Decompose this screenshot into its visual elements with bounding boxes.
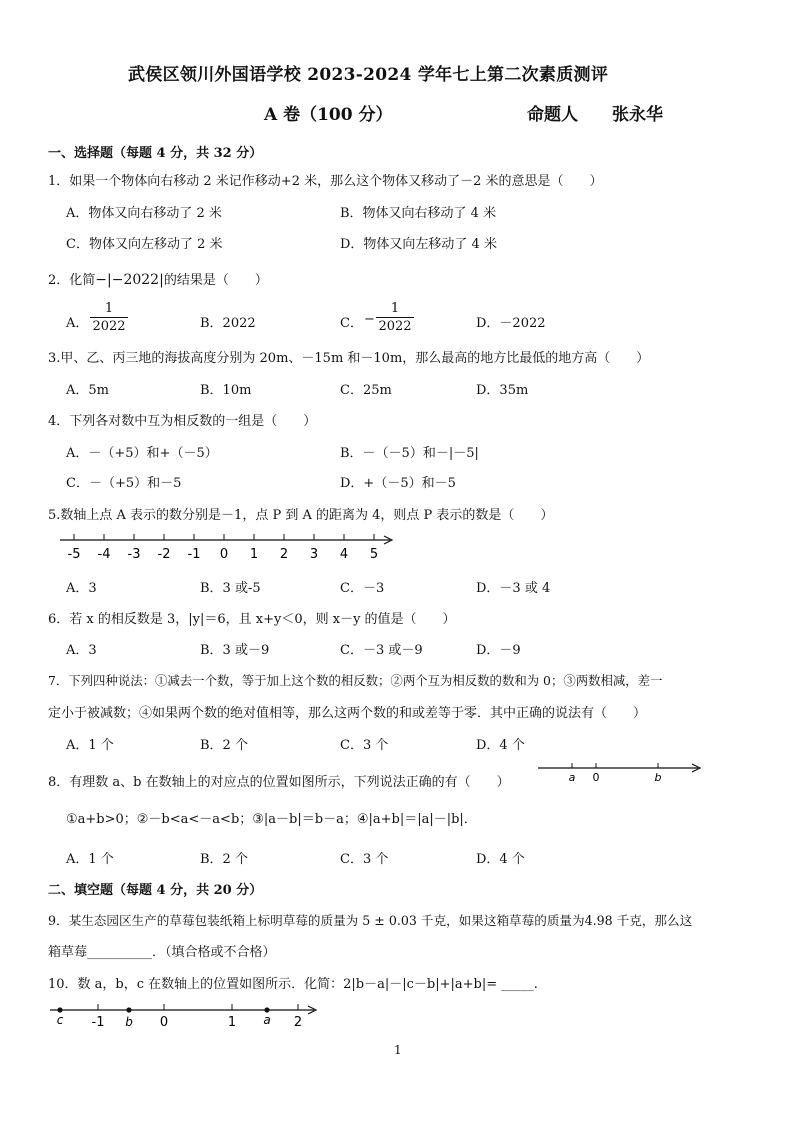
q10-label-a: a (263, 1013, 271, 1027)
q1-option-c: C．物体又向左移动了 2 米 (66, 237, 223, 252)
q10-label-1: 1 (227, 1015, 237, 1030)
q6-option-a: A．3 (66, 643, 97, 658)
q8-option-b: B．2 个 (200, 852, 248, 867)
q2-prefix: 2．化简 (48, 273, 96, 288)
question-9-line-1: 9．某生态园区生产的草莓包装纸箱上标明草莓的质量为 5 ± 0.03 千克，如果这箱草莓的质量为4.98 千克，那么这 (48, 913, 693, 928)
question-4-stem: 4．下列各对数中互为相反数的一组是（ ） (48, 414, 317, 429)
question-7-line-1: 7．下列四种说法：①减去一个数，等于加上这个数的相反数；②两个互为相反数的数和为 0；③两数相减，差一 (48, 673, 663, 688)
author-label: 命题人 (527, 105, 578, 125)
q2-expression: −|−2022| (95, 272, 164, 288)
q3-option-a: A．5m (66, 383, 109, 398)
q3-option-b: B．10m (200, 383, 252, 398)
q2-option-c-label: C． (340, 316, 363, 331)
question-10-stem: 10．数 a，b，c 在数轴上的位置如图所示．化简：2|b－a|－|c－b|+|a+b|= _____. (48, 977, 538, 992)
q6-option-d: D．－9 (476, 643, 521, 658)
q8-number-line (538, 758, 706, 786)
question-1-stem: 1．如果一个物体向右移动 2 米记作移动+2 米，那么这个物体又移动了－2 米的意思是（ ） (48, 174, 603, 189)
question-7-line-2: 定小于被减数；④如果两个数的绝对值相等，那么这两个数的和或差等于零．其中正确的说法有（ ） (48, 706, 647, 721)
question-6-stem: 6．若 x 的相反数是 3，|y|＝6，且 x+y＜0，则 x－y 的值是（ ） (48, 612, 456, 627)
q8-option-d: D．4 个 (476, 852, 525, 867)
q1-option-d: D．物体又向左移动了 4 米 (340, 237, 497, 252)
section-heading-choice: 一、选择题（每题 4 分，共 32 分） (48, 146, 263, 161)
q2-option-d: D．－2022 (476, 316, 546, 331)
q2-option-b: B．2022 (200, 316, 256, 331)
q8-label-0: 0 (592, 771, 600, 784)
q2-option-a-fraction (90, 301, 128, 335)
q5-tick-label: -4 (97, 547, 111, 562)
q5-tick-label: -5 (67, 547, 81, 562)
q8-option-c: C．3 个 (340, 852, 389, 867)
q1-option-b: B．物体又向右移动了 4 米 (340, 206, 497, 221)
q4-option-b: B．－（－5）和－|－5| (340, 446, 479, 461)
q10-point-b (126, 1007, 131, 1012)
q5-tick-label: 4 (339, 547, 349, 562)
question-2-stem (48, 269, 268, 288)
paper-label: A 卷（100 分） (264, 105, 393, 125)
question-3-stem: 3.甲、乙、丙三地的海拔高度分别为 20m、－15m 和－10m，那么最高的地方比最低的地方高（ ） (48, 351, 650, 366)
q5-option-b: B．3 或-5 (200, 581, 261, 596)
q10-label-neg1: -1 (91, 1015, 105, 1030)
q3-option-d: D．35m (476, 383, 529, 398)
q3-option-c: C．25m (340, 383, 392, 398)
q5-option-d: D．－3 或 4 (476, 581, 551, 596)
question-8-stem: 8．有理数 a、b 在数轴上的对应点的位置如图所示，下列说法正确的有（ ） (48, 775, 510, 790)
q6-option-c: C．－3 或－9 (340, 643, 423, 658)
section-heading-fill: 二、填空题（每题 4 分，共 20 分） (48, 883, 263, 898)
q7-option-c: C．3 个 (340, 738, 389, 753)
q10-label-0: 0 (159, 1015, 169, 1030)
q6-option-b: B．3 或－9 (200, 643, 270, 658)
q10-label-c: c (56, 1013, 64, 1027)
q10-point-c (57, 1007, 62, 1012)
q10-number-line (48, 1000, 320, 1034)
q8-statements: ①a+b>0；②－b<a<－a<b；③|a－b|＝b－a；④|a+b|＝|a|－|b|． (66, 812, 477, 827)
q5-tick-label: 5 (369, 547, 379, 562)
q1-option-a: A．物体又向右移动了 2 米 (66, 206, 222, 221)
q5-option-c: C．－3 (340, 581, 385, 596)
q4-option-c: C．－（+5）和－5 (66, 476, 182, 491)
q5-tick-label: 1 (249, 547, 259, 562)
q8-label-b: b (654, 771, 662, 784)
q8-option-a: A．1 个 (66, 852, 114, 867)
question-5-stem: 5.数轴上点 A 表示的数分别是－1，点 P 到 A 的距离为 4，则点 P 表示的数是（ ） (48, 508, 554, 523)
q2-c-numerator: 1 (376, 301, 414, 318)
q10-label-2: 2 (293, 1015, 303, 1030)
q7-option-b: B．2 个 (200, 738, 248, 753)
q5-tick-label: 3 (309, 547, 319, 562)
q8-label-a: a (568, 771, 576, 784)
q5-tick-label: -3 (127, 547, 141, 562)
q4-option-a: A．－（+5）和+（－5） (66, 446, 218, 461)
q2-option-a-label: A． (66, 316, 89, 331)
q2-option-c-sign: − (364, 312, 375, 327)
q7-option-a: A．1 个 (66, 738, 114, 753)
q7-option-d: D．4 个 (476, 738, 525, 753)
q2-a-numerator: 1 (90, 301, 128, 318)
q2-option-c-fraction (376, 301, 414, 335)
q5-tick-label: -1 (187, 547, 201, 562)
q4-option-d: D．+（－5）和－5 (340, 476, 456, 491)
q5-tick-label: 0 (219, 547, 229, 562)
q5-number-line (60, 530, 400, 564)
q2-c-denominator: 2022 (378, 319, 412, 334)
q10-point-a (264, 1007, 269, 1012)
page-number: 1 (394, 1043, 402, 1057)
exam-title: 武侯区领川外国语学校 2023-2024 学年七上第二次素质测评 (128, 65, 609, 85)
q5-tick-label: -2 (157, 547, 171, 562)
author-name: 张永华 (612, 105, 663, 125)
question-9-line-2: 箱草莓__________．（填合格或不合格） (48, 945, 276, 960)
q5-option-a: A．3 (66, 581, 97, 596)
q2-suffix: 的结果是（ ） (163, 273, 268, 288)
q5-tick-label: 2 (279, 547, 289, 562)
q10-label-b: b (125, 1015, 133, 1029)
q2-a-denominator: 2022 (92, 319, 126, 334)
